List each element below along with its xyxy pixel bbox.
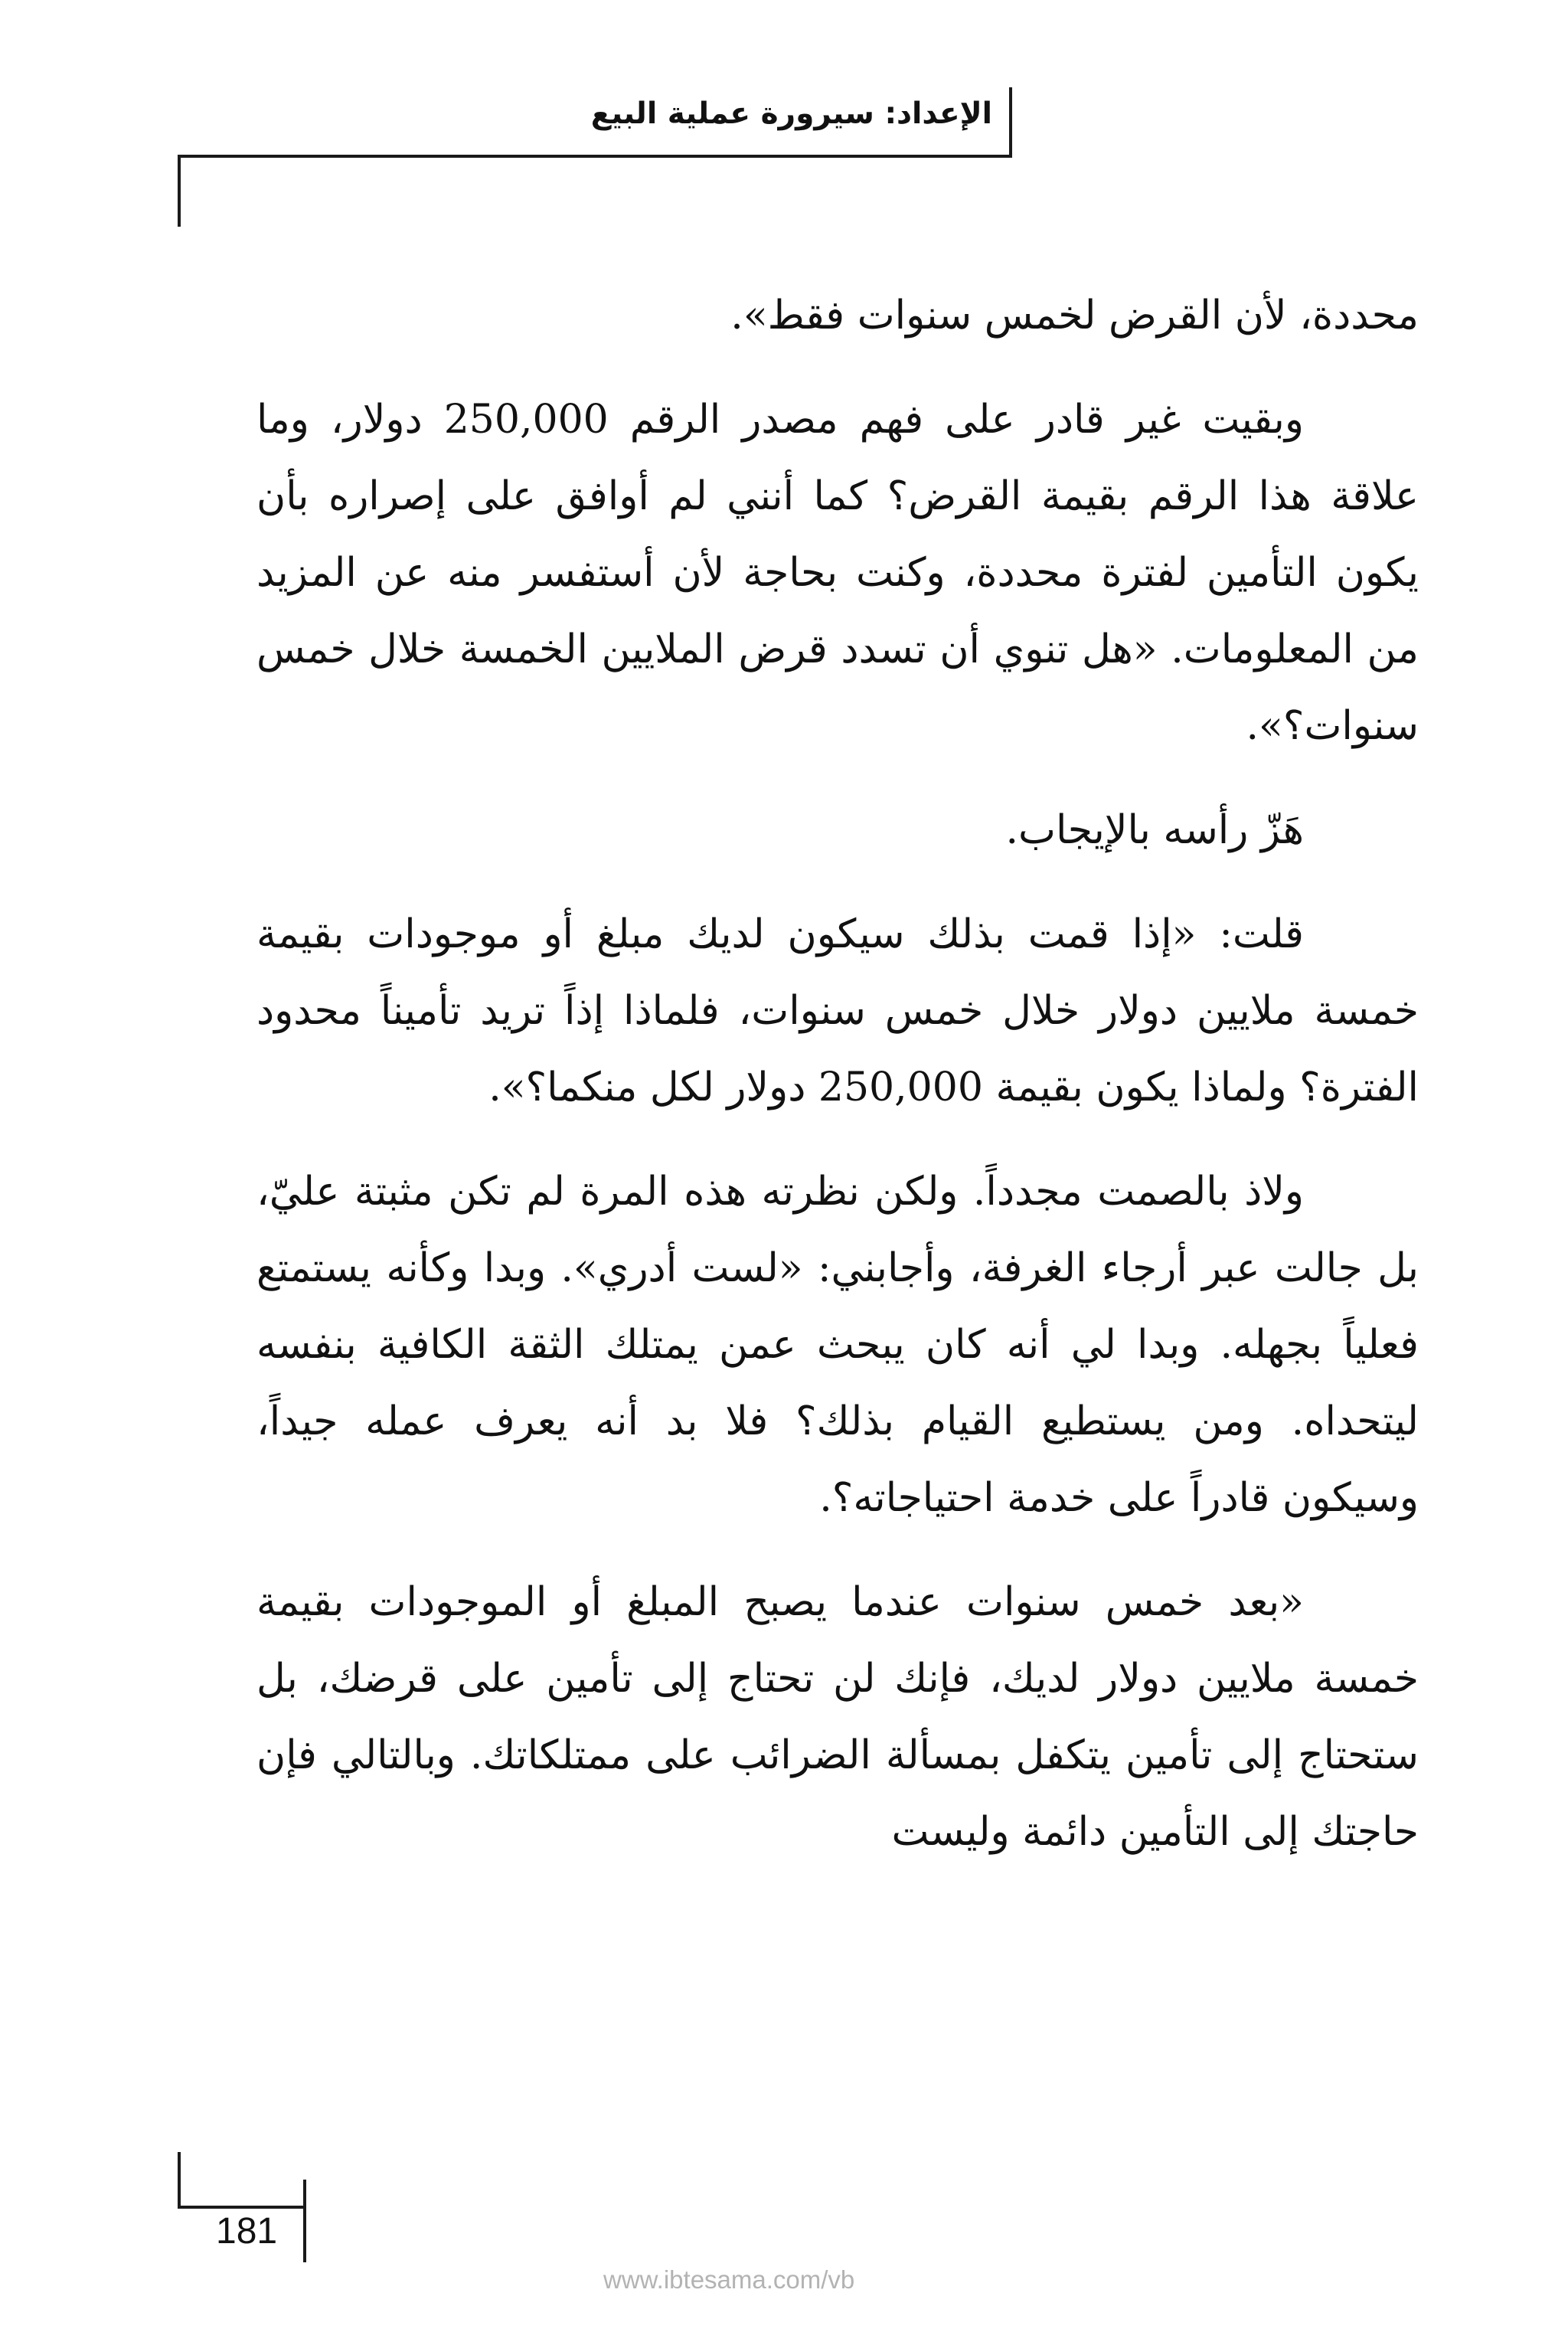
- paragraph: هَزّ رأسه بالإيجاب.: [1005, 807, 1304, 853]
- page-body: [256, 277, 1419, 1870]
- footer-rule: [178, 2206, 306, 2209]
- page-number: 181: [216, 2211, 278, 2252]
- paragraph: وبقيت غير قادر على فهم مصدر الرقم 250,000 دولار، وما علاقة هذا الرقم بقيمة القرض؟ كما أنني لم أوافق على إصراره بأن يكون التأمين لفترة محددة، وكنت بحاجة لأن أستفسر منه عن المزيد من المعلومات. «هل تنوي أن تسدد قرض الملايين الخمسة خلال خمس سنوات؟».: [256, 397, 1419, 749]
- paragraph: ولاذ بالصمت مجدداً. ولكن نظرته هذه المرة لم تكن مثبتة عليّ، بل جالت عبر أرجاء الغرفة، وأجابني: «لست أدري». وبدا وكأنه يستمتع فعلياً بجهله. وبدا لي أنه كان يبحث عمن يمتلك الثقة الكافية بنفسه ليتحداه. ومن يستطيع القيام بذلك؟ فلا بد أنه يعرف عمله جيداً، وسيكون قادراً على خدمة احتياجاته؟.: [256, 1169, 1419, 1521]
- header-rule-right: [1009, 87, 1012, 158]
- header-rule: [178, 155, 1012, 158]
- watermark-url: www.ibtesama.com/vb: [603, 2265, 855, 2294]
- header-rule-left: [178, 155, 181, 227]
- paragraph: قلت: «إذا قمت بذلك سيكون لديك مبلغ أو موجودات بقيمة خمسة ملايين دولار خلال خمس سنوات، فلماذا إذاً تريد تأميناً محدود الفترة؟ ولماذا يكون بقيمة 250,000 دولار لكل منكما؟».: [256, 911, 1419, 1110]
- paragraph: «بعد خمس سنوات عندما يصبح المبلغ أو الموجودات بقيمة خمسة ملايين دولار لديك، فإنك لن تحتاج إلى تأمين على قرضك، بل ستحتاج إلى تأمين يتكفل بمسألة الضرائب على ممتلكاتك. وبالتالي فإن حاجتك إلى التأمين دائمة وليست: [256, 1579, 1419, 1855]
- footer-rule-right: [303, 2180, 306, 2262]
- footer-rule-left: [178, 2152, 181, 2209]
- running-header: الإعداد: سيرورة عملية البيع: [590, 96, 992, 131]
- paragraph: محددة، لأن القرض لخمس سنوات فقط».: [730, 293, 1419, 339]
